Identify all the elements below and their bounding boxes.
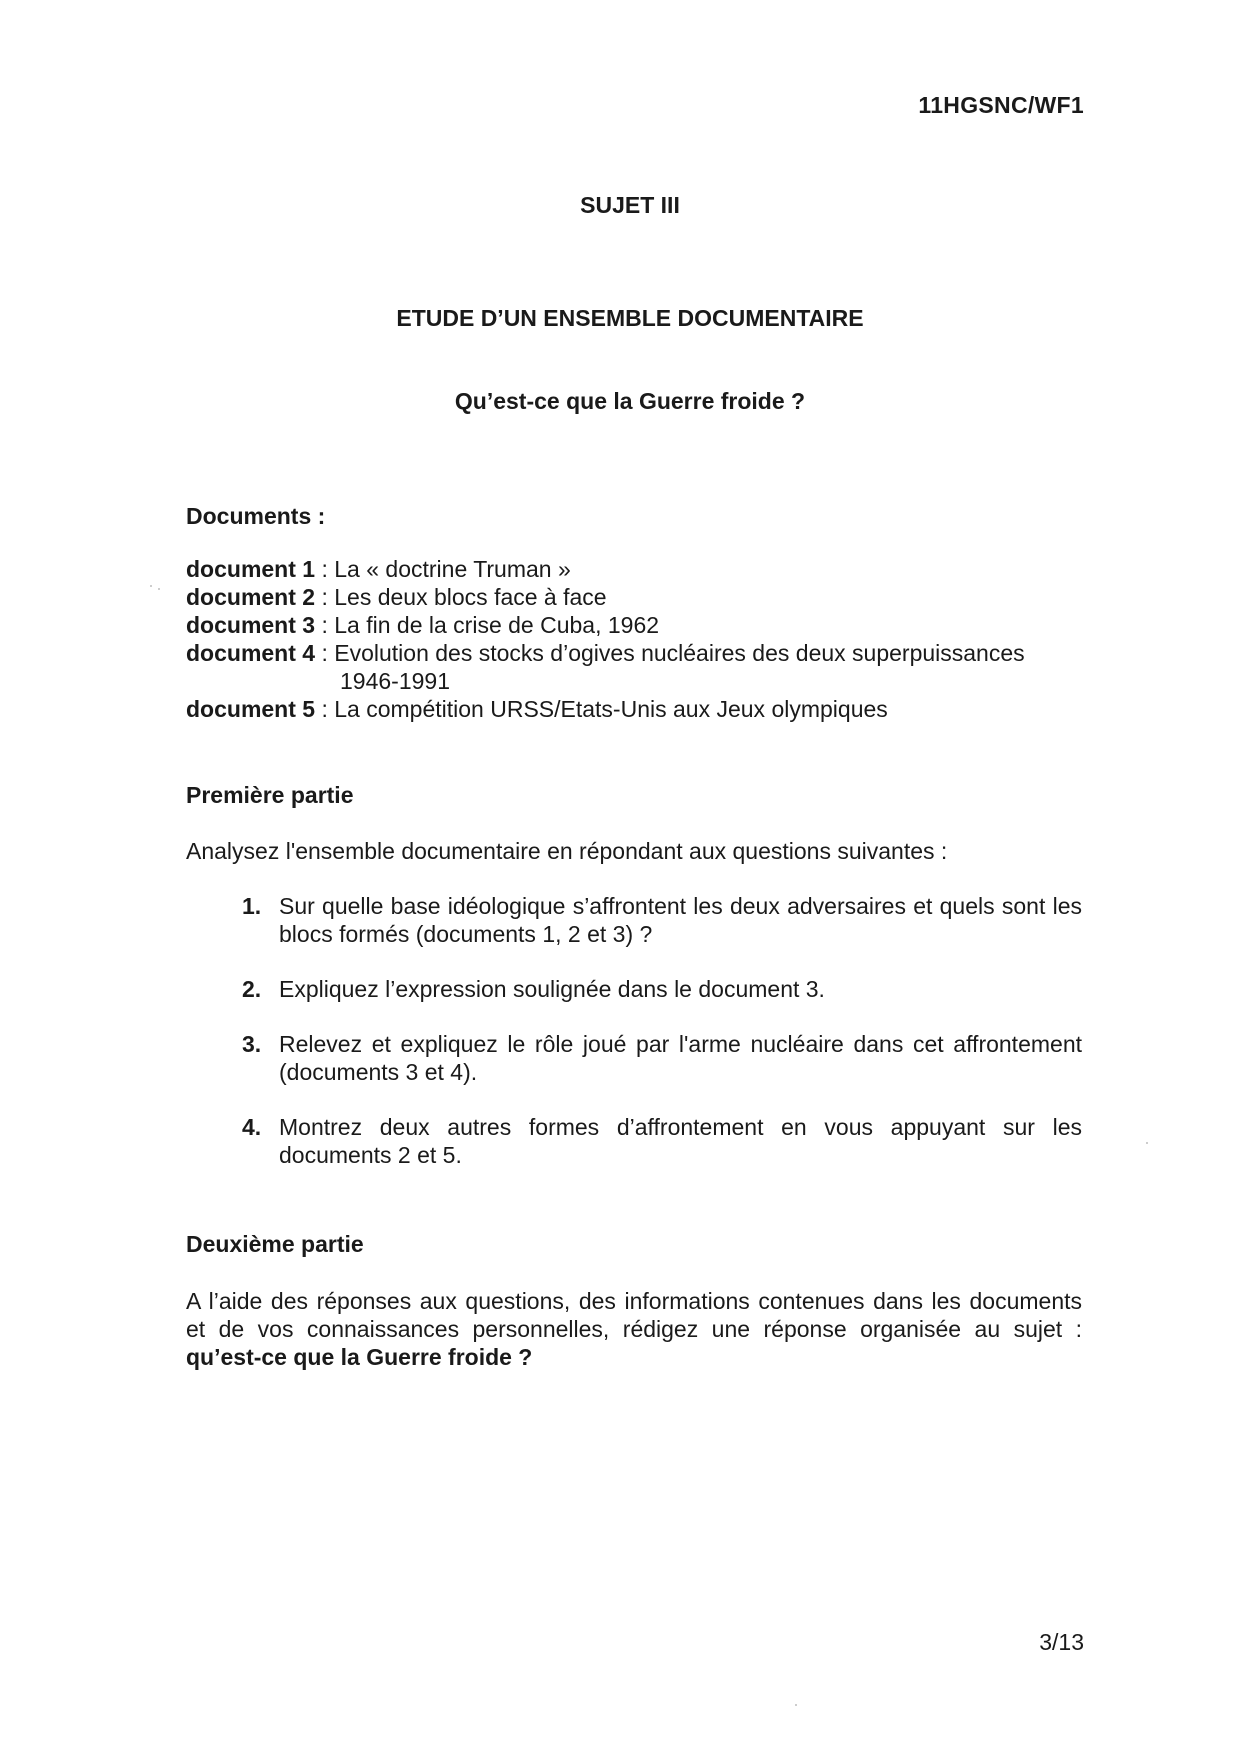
deuxieme-partie-emphasis: qu’est-ce que la Guerre froide ?	[186, 1344, 533, 1370]
question-text: Expliquez l’expression soulignée dans le document 3.	[279, 976, 825, 1002]
document-item	[186, 583, 1086, 611]
document-separator: :	[315, 584, 335, 610]
main-question: Qu’est-ce que la Guerre froide ?	[454, 388, 806, 414]
question-number: 3.	[242, 1031, 262, 1057]
document-key: document 3	[186, 612, 316, 638]
document-item	[186, 611, 1086, 639]
document-code: 11HGSNC/WF1	[918, 92, 1084, 118]
document-key: document 1	[186, 556, 316, 582]
document-separator: :	[315, 556, 335, 582]
document-title-continuation: 1946-1991	[340, 668, 450, 694]
sujet-heading: SUJET III	[580, 192, 680, 218]
documents-list	[186, 555, 1086, 723]
deuxieme-partie-body: A l’aide des réponses aux questions, des informations contenues dans les documents et de vos connaissances personnelles, rédigez une réponse organisée au sujet :	[186, 1288, 1082, 1342]
deuxieme-partie-title: Deuxième partie	[186, 1231, 364, 1257]
question-number: 4.	[242, 1114, 262, 1140]
question-item	[242, 975, 1082, 1003]
document-title: La fin de la crise de Cuba, 1962	[334, 612, 660, 638]
document-key: document 5	[186, 696, 316, 722]
question-item	[242, 1030, 1082, 1086]
document-title: Evolution des stocks d’ogives nucléaires des deux superpuissances	[334, 640, 1025, 666]
document-item	[186, 555, 1086, 583]
scan-speck	[795, 1704, 797, 1706]
questions-list	[242, 892, 1082, 1196]
document-title: Les deux blocs face à face	[334, 584, 607, 610]
scan-speck	[150, 585, 152, 587]
page-number: 3/13	[1039, 1629, 1084, 1655]
question-number: 2.	[242, 976, 262, 1002]
question-text: Montrez deux autres formes d’affrontement en vous appuyant sur les documents 2 et 5.	[279, 1114, 1082, 1168]
documents-title: Documents :	[186, 503, 326, 529]
question-number: 1.	[242, 893, 262, 919]
document-title: La compétition URSS/Etats-Unis aux Jeux olympiques	[334, 696, 888, 722]
question-text: Sur quelle base idéologique s’affrontent les deux adversaires et quels sont les blocs formés (documents 1, 2 et 3) ?	[279, 893, 1082, 947]
premiere-partie-intro: Analysez l'ensemble documentaire en répondant aux questions suivantes :	[186, 838, 948, 864]
question-item	[242, 892, 1082, 948]
document-separator: :	[315, 612, 335, 638]
scan-speck	[158, 588, 160, 590]
premiere-partie-title: Première partie	[186, 782, 354, 808]
document-key: document 4	[186, 640, 316, 666]
document-title: La « doctrine Truman »	[334, 556, 571, 582]
scan-speck	[1146, 1142, 1148, 1144]
question-text: Relevez et expliquez le rôle joué par l'arme nucléaire dans cet affrontement (documents 3 et 4).	[279, 1031, 1082, 1085]
document-item	[186, 695, 1086, 723]
document-key: document 2	[186, 584, 316, 610]
question-item	[242, 1113, 1082, 1169]
etude-heading: ETUDE D’UN ENSEMBLE DOCUMENTAIRE	[396, 305, 864, 331]
document-separator: :	[315, 640, 335, 666]
deuxieme-partie-text	[186, 1287, 1082, 1371]
document-separator: :	[315, 696, 335, 722]
document-item	[186, 639, 1086, 667]
